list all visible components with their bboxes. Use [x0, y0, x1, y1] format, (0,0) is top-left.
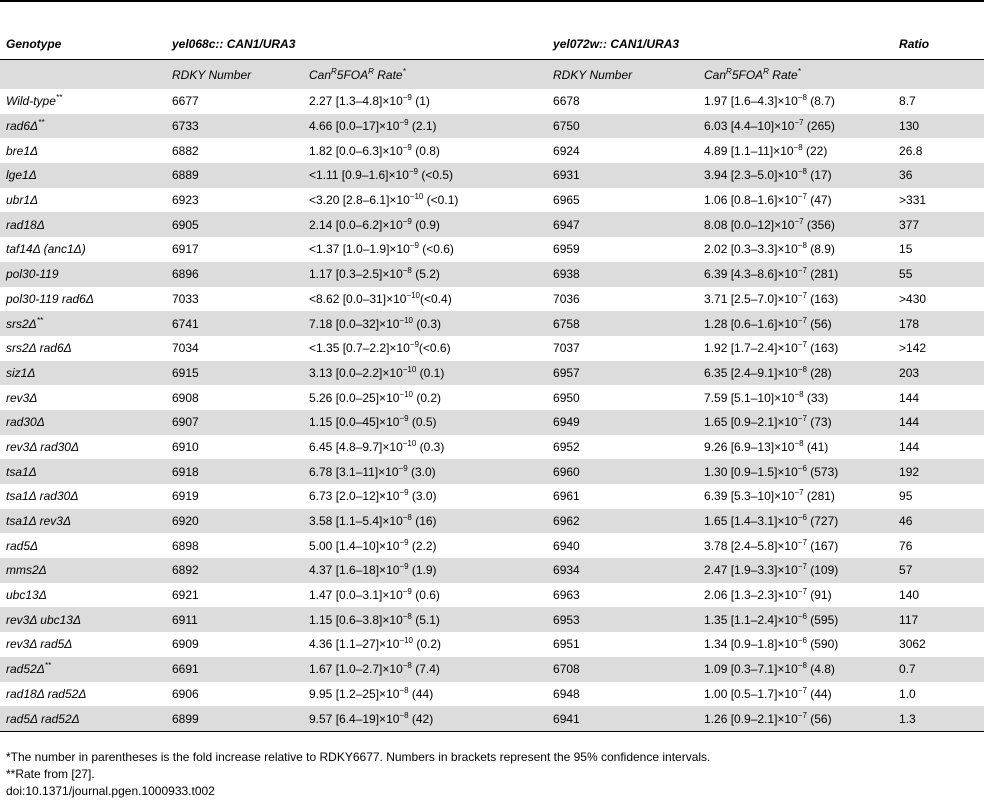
rate2-cell: 3.71 $[2.5-7.0]\times 10^{-7}$ (163) [704, 290, 839, 306]
ratio-cell: 76 [899, 538, 913, 553]
rdky2-cell: 6950 [553, 390, 580, 405]
genotype-cell: lge1Δ [0, 163, 166, 188]
subheader-blank [893, 60, 984, 90]
rdky1-cell: 6691 [166, 657, 303, 682]
rdky1-cell: 6896 [166, 262, 303, 287]
rate1-cell: 3.58 $[1.1-5.4]\times 10^{-8}$ (16) [303, 509, 547, 534]
rdky1-cell: 6919 [172, 489, 199, 504]
genotype-cell: taf14Δ (anc1Δ) [6, 242, 86, 257]
genotype-cell: tsa1Δ [0, 459, 166, 484]
rdky1-cell: 6905 [166, 212, 303, 237]
rate1-cell: 1.67 $[1.0-2.7]\times 10^{-8}$ (7.4) [303, 657, 547, 682]
genotype-cell: pol30-119 [0, 262, 166, 287]
table-row [0, 163, 984, 188]
ratio-cell: >331 [899, 193, 927, 208]
header-row-sub [0, 60, 984, 90]
rdky1-cell: 6733 [166, 114, 303, 139]
table-row [0, 287, 984, 312]
rdky1-cell: 7034 [172, 341, 199, 356]
rate1-cell: <1.35 $[0.7-2.2]\times 10^{-9}(<0.6)$ [309, 340, 451, 356]
genotype-cell: rev3Δ rad5Δ [6, 637, 73, 652]
rate1-cell: 9.95 $[1.2-25]\times 10^{-8}$ (44) [309, 685, 434, 701]
rate2-cell: 1.92 $[1.7-2.4]\times 10^{-7}$ (163) [704, 340, 839, 356]
ratio-cell: 144 [893, 410, 984, 435]
rate2-cell: 1.28 $[0.6-1.6]\times 10^{-7}$ (56) [698, 311, 893, 336]
group1-header: yel068c:: CAN1/URA3 [172, 36, 296, 51]
rdky1-cell: 6915 [166, 361, 303, 386]
rate2-cell: 3.78 $[2.4-5.8]\times 10^{-7}$ (167) [704, 537, 839, 553]
genotype-cell: rev3Δ [6, 390, 38, 405]
rdky1-cell: 6677 [172, 94, 199, 109]
rate1-cell: <8.62 $[0.0-31]\times 10^{-10}(<0.4)$ [309, 290, 452, 306]
rate1-cell: 6.73 $[2.0-12]\times 10^{-9}$ (3.0) [309, 488, 437, 504]
table-row [0, 262, 984, 287]
rdky2-cell: 6940 [553, 538, 580, 553]
genotype-header: Genotype [6, 36, 62, 51]
rate2-cell: 6.35 $[2.4-9.1]\times 10^{-8}$ (28) [698, 361, 893, 386]
rate1-cell: 9.57 $[6.4-19]\times 10^{-8}$ (42) [303, 706, 547, 731]
ratio-cell: 8.7 [899, 94, 916, 109]
ratio-cell: 117 [893, 607, 984, 632]
rdky1-header: RDKY Number [166, 60, 303, 90]
table-row [0, 114, 984, 139]
ratio-cell: 46 [893, 509, 984, 534]
ratio-cell: 3062 [899, 637, 926, 652]
rdky2-cell: 6960 [547, 459, 698, 484]
rate2-cell: 2.06 $[1.3-2.3]\times 10^{-7}$ (91) [704, 587, 832, 603]
rate1-header: $Can^R5FOA^R$ Rate* [303, 60, 547, 90]
rate2-cell: 3.94 $[2.3-5.0]\times 10^{-8}$ (17) [698, 163, 893, 188]
rate2-cell: 6.39 $[4.3-8.6]\times 10^{-7}$ (281) [698, 262, 893, 287]
table-row [0, 657, 984, 682]
rdky2-cell: 6941 [547, 706, 698, 731]
rate2-cell: 1.65 $[1.4-3.1]\times 10^{-6}$ (727) [698, 509, 893, 534]
ratio-cell: 1.0 [899, 686, 916, 701]
rdky2-cell: 6953 [547, 607, 698, 632]
genotype-cell: tsa1Δ rad30Δ [6, 489, 79, 504]
rdky2-cell: 6965 [553, 193, 580, 208]
table-row [0, 435, 984, 460]
table-row [0, 188, 984, 213]
rate1-cell: 1.15 $[0.6-3.8]\times 10^{-8}$ (5.1) [303, 607, 547, 632]
table-row [0, 385, 984, 410]
footnote-1: *The number in parentheses is the fold increase relative to RDKY6677. Numbers in brackets represent the 95% confidence intervals. [6, 750, 711, 764]
genotype-cell: mms2Δ [0, 558, 166, 583]
table-row [0, 583, 984, 608]
genotype-cell: rad30Δ [0, 410, 166, 435]
rate1-cell: 1.15 $[0.0-45]\times 10^{-9}$ (0.5) [303, 410, 547, 435]
genotype-cell: rad52Δ** [0, 657, 166, 682]
ratio-cell: 36 [893, 163, 984, 188]
genotype-cell: bre1Δ [6, 143, 39, 158]
rdky2-cell: 6758 [547, 311, 698, 336]
table-row [0, 336, 984, 361]
rdky1-cell: 6909 [172, 637, 199, 652]
rdky2-cell: 6708 [547, 657, 698, 682]
table-row [0, 632, 984, 657]
rate1-cell: <3.20 $[2.8-6.1]\times 10^{-10}$ (<0.1) [309, 192, 459, 208]
genotype-cell: srs2Δ** [0, 311, 166, 336]
rdky1-cell: 6917 [172, 242, 199, 257]
table-row [0, 509, 984, 534]
rdky2-cell: 6963 [553, 588, 580, 603]
rdky1-cell: 6892 [166, 558, 303, 583]
table-row [0, 558, 984, 583]
rdky2-cell: 6961 [553, 489, 580, 504]
rate2-cell: 9.26 $[6.9-13]\times 10^{-8}$ (41) [704, 438, 829, 454]
genotype-cell: siz1Δ [0, 361, 166, 386]
rate1-cell: 3.13 $[0.0-2.2]\times 10^{-10}$ (0.1) [303, 361, 547, 386]
rdky1-cell: 6898 [172, 538, 199, 553]
genotype-cell: rad5Δ rad52Δ [0, 706, 166, 731]
rdky1-cell: 6911 [166, 607, 303, 632]
genotype-cell: ubc13Δ [6, 588, 47, 603]
ratio-cell: 144 [899, 439, 920, 454]
table-row [0, 459, 984, 484]
genotype-cell: rad6Δ** [0, 114, 166, 139]
rate2-cell: 1.97 $[1.6-4.3]\times 10^{-8}$ (8.7) [704, 93, 835, 109]
rdky2-cell: 6948 [553, 686, 580, 701]
rate2-cell: 1.34 $[0.9-1.8]\times 10^{-6}$ (590) [704, 636, 839, 652]
rdky1-cell: 6741 [166, 311, 303, 336]
rdky1-cell: 6899 [166, 706, 303, 731]
rate2-cell: 7.59 $[5.1-10]\times 10^{-8}$ (33) [704, 389, 829, 405]
rate2-cell: 2.47 $[1.9-3.3]\times 10^{-7}$ (109) [698, 558, 893, 583]
table-row [0, 410, 984, 435]
rdky2-cell: 6678 [553, 94, 580, 109]
rdky2-cell: 6962 [547, 509, 698, 534]
top-rule [0, 0, 984, 2]
table-row [0, 138, 984, 163]
rdky2-cell: 6938 [547, 262, 698, 287]
rate1-cell: 4.66 $[0.0-17]\times 10^{-9}$ (2.1) [303, 114, 547, 139]
rate2-cell: 1.26 $[0.9-2.1]\times 10^{-7}$ (56) [698, 706, 893, 731]
genotype-cell: ubr1Δ [6, 193, 39, 208]
rdky2-cell: 6934 [547, 558, 698, 583]
rate2-cell: 1.06 $[0.8-1.6]\times 10^{-7}$ (47) [704, 192, 832, 208]
ratio-cell: 57 [893, 558, 984, 583]
ratio-cell: 130 [893, 114, 984, 139]
rdky2-cell: 6931 [547, 163, 698, 188]
rdky1-cell: 6889 [166, 163, 303, 188]
rate2-cell: 8.08 $[0.0-12]\times 10^{-7}$ (356) [698, 212, 893, 237]
ratio-cell: 1.3 [893, 706, 984, 731]
rdky2-cell: 7037 [553, 341, 580, 356]
table-row [0, 89, 984, 114]
genotype-cell: rad5Δ [6, 538, 39, 553]
rdky1-cell: 6906 [172, 686, 199, 701]
rdky2-cell: 7036 [553, 291, 580, 306]
table-row [0, 607, 984, 632]
ratio-cell: 95 [899, 489, 913, 504]
rate2-cell: 1.30 $[0.9-1.5]\times 10^{-6}$ (573) [698, 459, 893, 484]
rate1-cell: 7.18 $[0.0-32]\times 10^{-10}$ (0.3) [303, 311, 547, 336]
rdky1-cell: 6920 [166, 509, 303, 534]
rdky2-cell: 6924 [553, 143, 580, 158]
rdky2-cell: 6959 [553, 242, 580, 257]
rates-table [0, 28, 984, 732]
rate1-cell: 2.14 $[0.0-6.2]\times 10^{-9}$ (0.9) [303, 212, 547, 237]
table-row [0, 484, 984, 509]
group2-header: yel072w:: CAN1/URA3 [553, 36, 680, 51]
genotype-cell: rev3Δ rad30Δ [6, 439, 80, 454]
table-row [0, 311, 984, 336]
rate1-cell: 4.36 $[1.1-27]\times 10^{-10}$ (0.2) [309, 636, 442, 652]
rdky2-cell: 6952 [553, 439, 580, 454]
ratio-cell: 140 [899, 588, 920, 603]
ratio-cell: 203 [893, 361, 984, 386]
rate1-cell: 5.26 $[0.0-25]\times 10^{-10}$ (0.2) [309, 389, 442, 405]
ratio-cell: 0.7 [893, 657, 984, 682]
genotype-cell: Wild-type** [6, 93, 63, 109]
table-row [0, 682, 984, 707]
table-row [0, 706, 984, 731]
table-body [0, 89, 984, 731]
rdky2-cell: 6951 [553, 637, 580, 652]
ratio-cell: 377 [893, 212, 984, 237]
rate1-cell: 1.82 $[0.0-6.3]\times 10^{-9}$ (0.8) [309, 142, 440, 158]
rate2-cell: 1.09 $[0.3-7.1]\times 10^{-8}$ (4.8) [698, 657, 893, 682]
rate2-cell: 6.39 $[5.3-10]\times 10^{-7}$ (281) [704, 488, 835, 504]
rate2-cell: 2.02 $[0.3-3.3]\times 10^{-8}$ (8.9) [704, 241, 835, 257]
table-row [0, 361, 984, 386]
ratio-cell: 55 [893, 262, 984, 287]
genotype-cell: rad18Δ [0, 212, 166, 237]
rdky1-cell: 7033 [172, 291, 199, 306]
ratio-header: Ratio [899, 36, 930, 51]
rdky2-cell: 6957 [547, 361, 698, 386]
genotype-cell: srs2Δ rad6Δ [6, 341, 72, 356]
genotype-cell: pol30-119 rad6Δ [6, 291, 94, 306]
rdky2-cell: 6949 [547, 410, 698, 435]
rdky1-cell: 6921 [172, 588, 199, 603]
rdky1-cell: 6908 [172, 390, 199, 405]
rate2-header: $Can^R5FOA^R$ Rate* [698, 60, 893, 90]
rdky1-cell: 6907 [166, 410, 303, 435]
ratio-cell: 15 [899, 242, 913, 257]
rate1-cell: <1.11 $[0.9-1.6]\times 10^{-9}$ (<0.5) [303, 163, 547, 188]
rate1-cell: 5.00 $[1.4-10]\times 10^{-9}$ (2.2) [309, 537, 437, 553]
ratio-cell: 144 [899, 390, 920, 405]
ratio-cell: >430 [899, 291, 927, 306]
rate1-cell: 1.47 $[0.0-3.1]\times 10^{-9}$ (0.6) [309, 587, 440, 603]
rate1-cell: <1.37 $[1.0-1.9]\times 10^{-9}$ (<0.6) [309, 241, 454, 257]
table-row [0, 212, 984, 237]
rdky1-cell: 6923 [172, 193, 199, 208]
rate1-cell: 4.37 $[1.6-18]\times 10^{-9}$ (1.9) [303, 558, 547, 583]
rate2-cell: 6.03 $[4.4-10]\times 10^{-7}$ (265) [698, 114, 893, 139]
rate2-cell: 1.35 $[1.1-2.4]\times 10^{-6}$ (595) [698, 607, 893, 632]
genotype-cell: tsa1Δ rev3Δ [0, 509, 166, 534]
rdky1-cell: 6882 [172, 143, 199, 158]
table-row [0, 237, 984, 262]
genotype-cell: rad18Δ rad52Δ [6, 686, 87, 701]
rdky1-cell: 6918 [166, 459, 303, 484]
rate2-cell: 1.65 $[0.9-2.1]\times 10^{-7}$ (73) [698, 410, 893, 435]
rate2-cell: 1.00 $[0.5-1.7]\times 10^{-7}$ (44) [704, 685, 832, 701]
rdky2-cell: 6750 [547, 114, 698, 139]
genotype-cell: rev3Δ ubc13Δ [0, 607, 166, 632]
ratio-cell: 26.8 [899, 143, 923, 158]
doi-text: doi:10.1371/journal.pgen.1000933.t002 [6, 784, 215, 798]
ratio-cell: 192 [893, 459, 984, 484]
rate1-cell: 6.45 $[4.8-9.7]\times 10^{-10}$ (0.3) [309, 438, 445, 454]
rate1-cell: 6.78 $[3.1-11]\times 10^{-9}$ (3.0) [303, 459, 547, 484]
rdky2-header: RDKY Number [547, 60, 698, 90]
rate1-cell: 1.17 $[0.3-2.5]\times 10^{-8}$ (5.2) [303, 262, 547, 287]
table-row [0, 533, 984, 558]
rate2-cell: 4.89 $[1.1-11]\times 10^{-8}$ (22) [704, 142, 828, 158]
ratio-cell: >142 [899, 341, 927, 356]
subheader-blank [0, 60, 166, 90]
header-row-groups [0, 28, 984, 60]
rate1-cell: 2.27 $[1.3-4.8]\times 10^{-9}$ (1) [309, 93, 430, 109]
rdky1-cell: 6910 [172, 439, 199, 454]
footnote-2: **Rate from [27]. [6, 767, 95, 781]
rdky2-cell: 6947 [547, 212, 698, 237]
ratio-cell: 178 [893, 311, 984, 336]
